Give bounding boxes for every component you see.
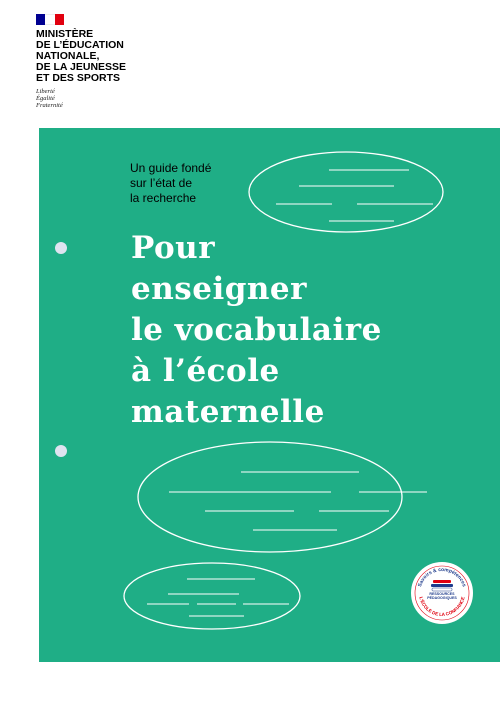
- motto-fraternite: Fraternité: [36, 102, 63, 109]
- ministry-name-line-3: NATIONALE,: [36, 50, 100, 62]
- bottom-left-oval: [124, 563, 300, 629]
- ministry-name-line-1: MINISTÈRE: [36, 28, 94, 40]
- flag-red-stripe: [55, 14, 64, 25]
- badge-center-text: RESSOURCES PÉDAGOGIQUES: [427, 592, 457, 600]
- cover-title: [131, 228, 382, 433]
- badge-bottom-text: L’ÉCOLE DE LA CONFIANCE: [418, 596, 466, 618]
- bullet-dot-top: [55, 242, 67, 254]
- ecole-de-la-confiance-badge: [409, 560, 475, 626]
- title-line-3: le vocabulaire: [131, 312, 382, 348]
- flag-blue-stripe: [36, 14, 45, 25]
- flag-white-stripe: [45, 14, 54, 25]
- subtitle-line-3: la recherche: [130, 191, 197, 205]
- title-line-1: Pour: [131, 230, 216, 266]
- motto-liberte: Liberté: [36, 88, 55, 95]
- title-line-5: maternelle: [131, 394, 325, 430]
- top-right-oval: [249, 152, 443, 232]
- title-line-4: à l’école: [131, 353, 280, 389]
- subtitle-line-1: Un guide fondé: [130, 161, 212, 175]
- subtitle-line-2: sur l’état de: [130, 176, 193, 190]
- cover-panel: [39, 128, 500, 662]
- french-flag-icon: [36, 14, 64, 25]
- middle-oval: [138, 442, 402, 552]
- republic-motto: [36, 88, 236, 109]
- motto-egalite: Égalité: [36, 95, 55, 102]
- ministry-name-line-4: DE LA JEUNESSE: [36, 61, 127, 73]
- badge-top-text: Savoirs & compétences: [417, 566, 467, 588]
- ministry-name-line-2: DE L’ÉDUCATION: [36, 39, 124, 51]
- bullet-dot-bottom: [55, 445, 67, 457]
- ministry-name: [36, 29, 236, 84]
- cover-subtitle: [130, 161, 211, 206]
- ministry-name-line-5: ET DES SPORTS: [36, 72, 121, 84]
- title-line-2: enseigner: [131, 271, 307, 307]
- ministry-header: [36, 14, 236, 109]
